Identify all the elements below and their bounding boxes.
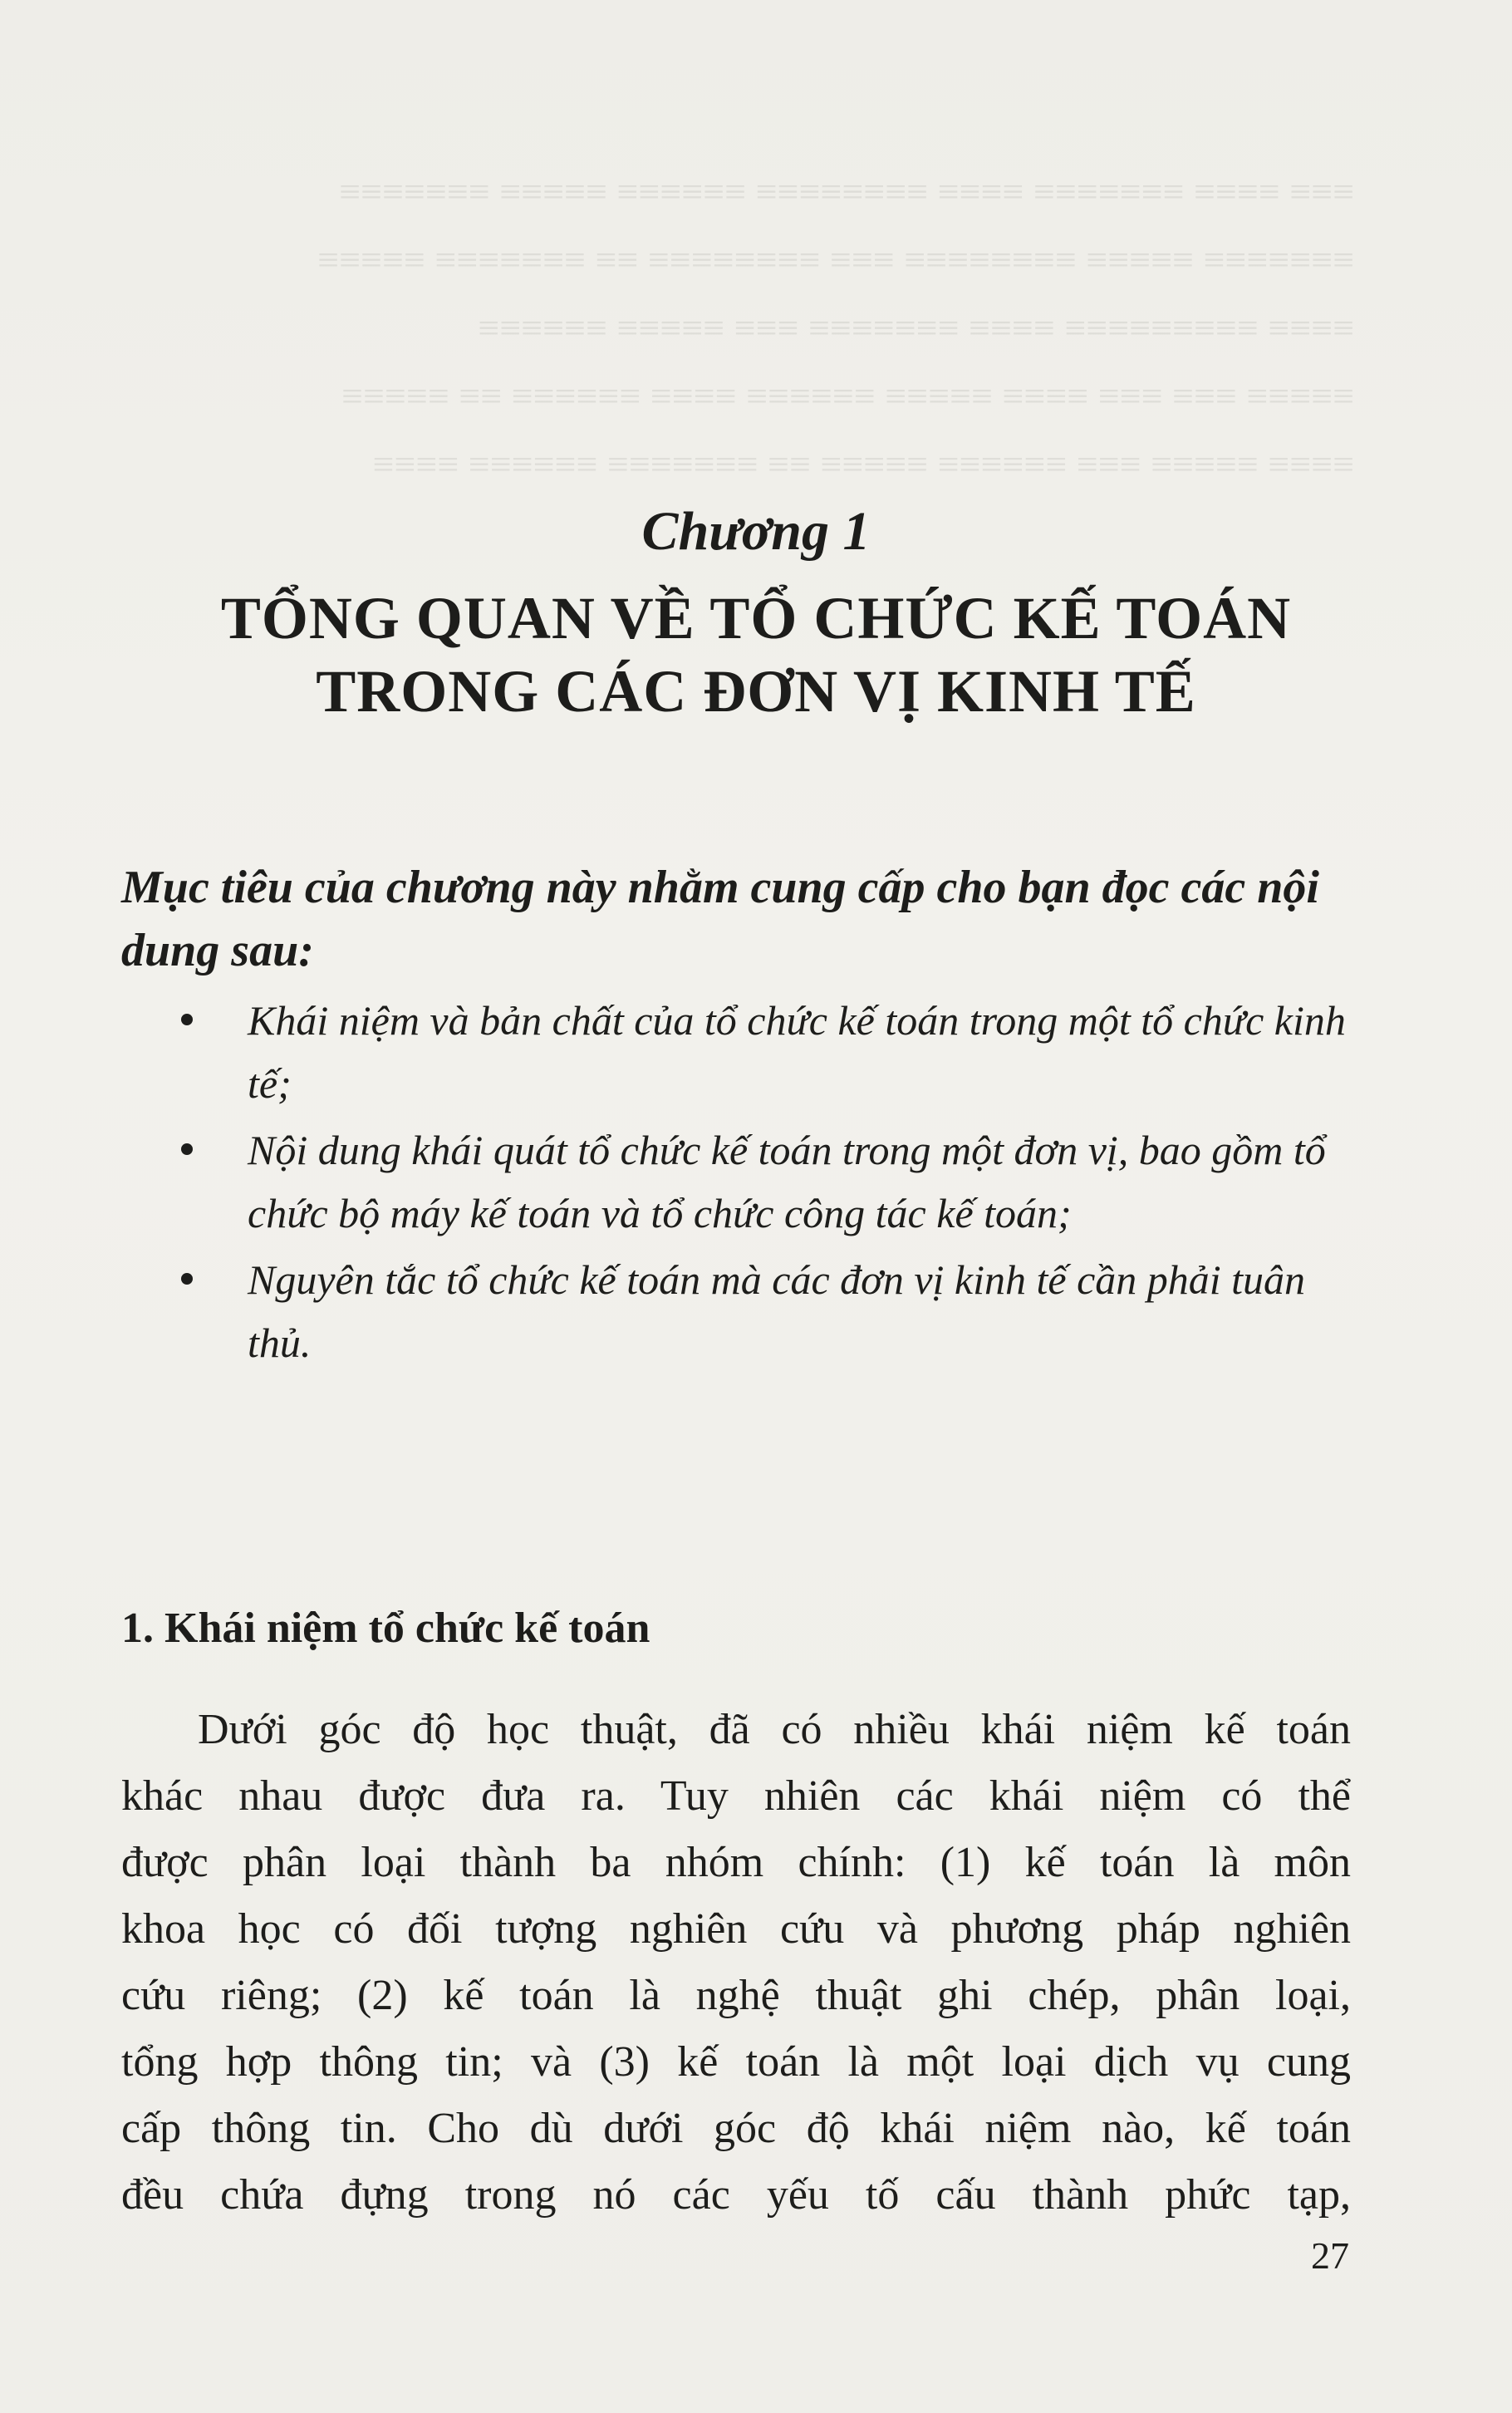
paragraph-line: cứu riêng; (2) kế toán là nghệ thuật ghi chép, phân loại, bbox=[121, 1972, 1351, 2019]
page-number: 27 bbox=[1311, 2234, 1349, 2277]
chapter-title bbox=[83, 582, 1429, 728]
chapter-title-line-2: TRONG CÁC ĐƠN VỊ KINH TẾ bbox=[316, 658, 1196, 725]
section-heading: 1. Khái niệm tổ chức kế toán bbox=[121, 1605, 650, 1652]
chapter-title-line-1: TỔNG QUAN VỀ TỔ CHỨC KẾ TOÁN bbox=[220, 585, 1292, 651]
bullet-icon bbox=[181, 1014, 193, 1025]
objective-item bbox=[121, 1248, 1351, 1374]
objectives-list bbox=[121, 989, 1351, 1374]
objective-text: Nội dung khái quát tổ chức kế toán trong một đơn vị, bao gồm tổ chức bộ máy kế toán và tổ chức công tác kế toán; bbox=[248, 1127, 1326, 1236]
objective-item bbox=[121, 989, 1351, 1115]
section-body-paragraph bbox=[121, 1697, 1351, 2229]
objective-text: Nguyên tắc tổ chức kế toán mà các đơn vị kinh tế cần phải tuân thủ. bbox=[248, 1256, 1306, 1366]
paragraph-line: tổng hợp thông tin; và (3) kế toán là một loại dịch vụ cung bbox=[121, 2038, 1351, 2086]
bullet-icon bbox=[181, 1273, 193, 1285]
paragraph-line: được phân loại thành ba nhóm chính: (1) kế toán là môn bbox=[121, 1839, 1351, 1886]
bullet-icon bbox=[181, 1143, 193, 1155]
objective-item bbox=[121, 1118, 1351, 1245]
chapter-objectives bbox=[121, 856, 1351, 1378]
reverse-side-bleed-through: ≡≡≡ ≡≡≡≡ ≡≡≡≡≡≡≡ ≡≡≡≡ ≡≡≡≡≡≡≡≡ ≡≡≡≡≡≡ ≡≡≡≡≡ ≡≡≡≡≡≡≡ ≡≡≡≡≡≡≡ ≡≡≡≡≡ ≡≡≡≡≡≡≡≡ ≡≡≡ ≡≡≡≡≡≡≡≡ ≡≡ ≡≡≡≡≡≡≡ ≡≡≡≡≡ ≡≡≡≡ ≡≡≡≡≡≡≡≡≡ ≡≡≡≡ ≡≡≡≡≡≡≡ ≡≡≡ ≡≡≡≡≡ ≡≡≡≡≡≡ ≡≡≡≡≡ ≡≡≡ ≡≡≡ ≡≡≡≡ ≡≡≡≡≡ ≡≡≡≡≡≡ ≡≡≡≡ ≡≡≡≡≡≡ ≡≡ ≡≡≡≡≡ ≡≡≡≡ ≡≡≡≡≡ ≡≡≡ ≡≡≡≡≡≡ ≡≡≡≡≡ ≡≡ ≡≡≡≡≡≡≡ ≡≡≡≡≡≡ ≡≡≡≡ bbox=[317, 170, 1354, 485]
paragraph-line: đều chứa đựng trong nó các yếu tố cấu thành phức tạp, bbox=[121, 2171, 1351, 2219]
paragraph-line: khoa học có đối tượng nghiên cứu và phương pháp nghiên bbox=[121, 1905, 1351, 1953]
paragraph-line: Dưới góc độ học thuật, đã có nhiều khái niệm kế toán bbox=[198, 1706, 1351, 1753]
paragraph-line: cấp thông tin. Cho dù dưới góc độ khái niệm nào, kế toán bbox=[121, 2105, 1351, 2152]
objective-text: Khái niệm và bản chất của tổ chức kế toán trong một tổ chức kinh tế; bbox=[248, 997, 1346, 1107]
chapter-label: Chương 1 bbox=[641, 501, 871, 562]
paragraph-line: khác nhau được đưa ra. Tuy nhiên các khái niệm có thể bbox=[121, 1772, 1351, 1820]
objectives-intro: Mục tiêu của chương này nhằm cung cấp cho bạn đọc các nội dung sau: bbox=[121, 862, 1319, 976]
